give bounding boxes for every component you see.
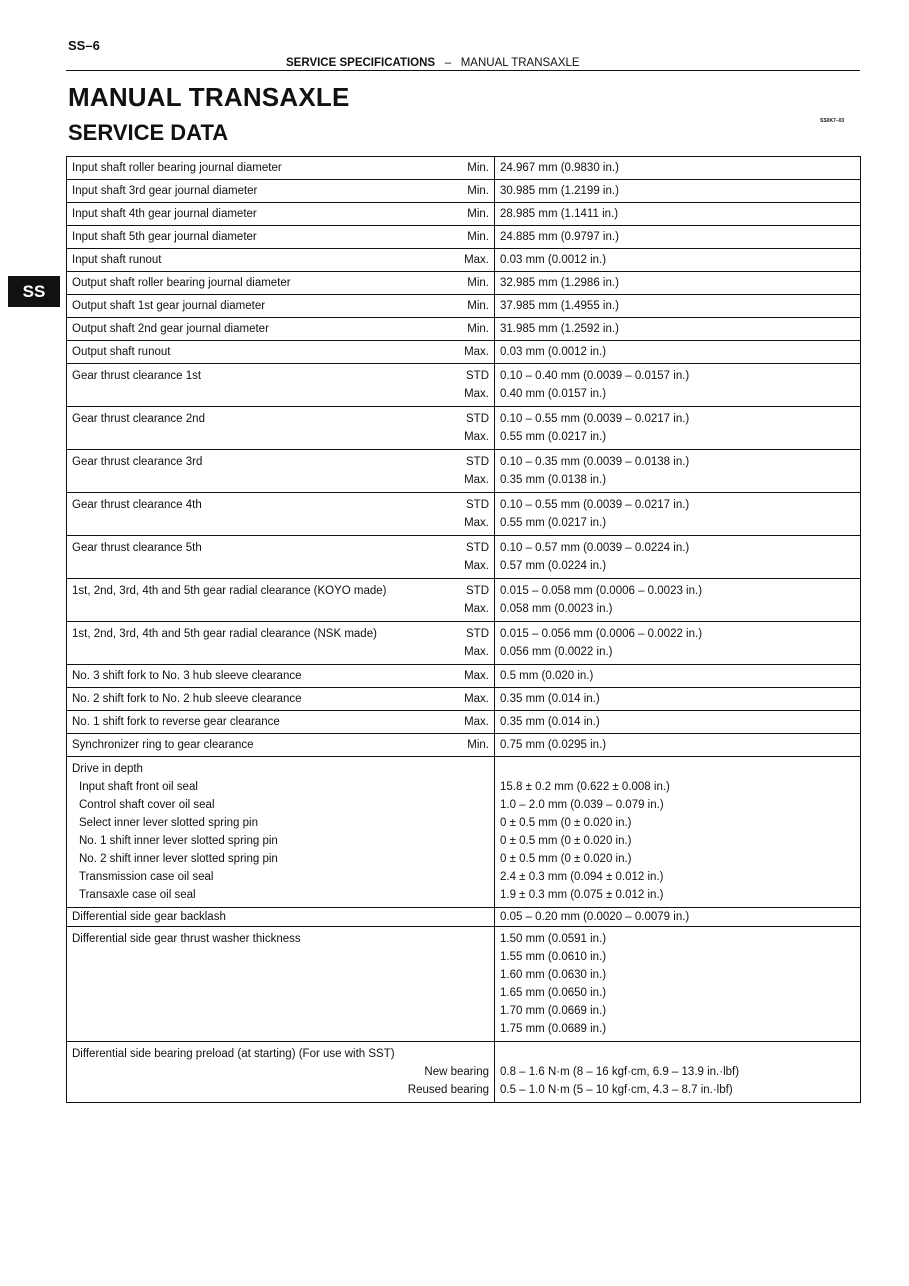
drive-in-item-label: Select inner lever slotted spring pin (79, 817, 258, 829)
washer-thickness-value: 1.75 mm (0.0689 in.) (500, 1023, 607, 1035)
spec-value-cell (495, 226, 861, 249)
page-title: MANUAL TRANSAXLE (68, 82, 350, 112)
drive-in-item-value: 0 ± 0.5 mm (0 ± 0.020 in.) (500, 853, 632, 865)
spec-limit: Max. (464, 254, 489, 266)
drive-in-item-value: 15.8 ± 0.2 mm (0.622 ± 0.008 in.) (500, 781, 670, 793)
spec-value: 0.75 mm (0.0295 in.) (500, 739, 607, 751)
spec-limit: Min. (467, 162, 489, 174)
spec-item-cell (67, 711, 495, 734)
spec-value: 0.056 mm (0.0022 in.) (500, 646, 613, 658)
spec-item-cell (67, 688, 495, 711)
drive-in-label-cell (67, 757, 495, 908)
spec-value: 0.35 mm (0.014 in.) (500, 716, 600, 728)
spec-row (67, 579, 861, 622)
spec-limit: STD (466, 456, 489, 468)
spec-limit: Max. (464, 716, 489, 728)
spec-item-label: Gear thrust clearance 5th (72, 542, 202, 554)
spec-item-cell (67, 295, 495, 318)
spec-value: 0.55 mm (0.0217 in.) (500, 517, 607, 529)
spec-value: 30.985 mm (1.2199 in.) (500, 185, 619, 197)
spec-row (67, 180, 861, 203)
spec-value: 0.03 mm (0.0012 in.) (500, 346, 607, 358)
spec-row (67, 407, 861, 450)
spec-limit: Min. (467, 300, 489, 312)
spec-item-label: Input shaft 3rd gear journal diameter (72, 185, 258, 197)
spec-limit: Max. (464, 670, 489, 682)
spec-item-label: Gear thrust clearance 1st (72, 370, 202, 382)
spec-value: 0.10 – 0.55 mm (0.0039 – 0.0217 in.) (500, 413, 690, 425)
drive-in-value-cell (495, 757, 861, 908)
spec-row (67, 364, 861, 407)
spec-item-label: Output shaft 2nd gear journal diameter (72, 323, 269, 335)
spec-item-cell (67, 318, 495, 341)
spec-value: 37.985 mm (1.4955 in.) (500, 300, 619, 312)
spec-value: 0.10 – 0.40 mm (0.0039 – 0.0157 in.) (500, 370, 690, 382)
spec-item-label: No. 3 shift fork to No. 3 hub sleeve clearance (72, 670, 302, 682)
spec-limit: Min. (467, 739, 489, 751)
service-data-table (66, 156, 861, 1103)
spec-item-cell (67, 622, 495, 665)
spec-row (67, 688, 861, 711)
spec-row (67, 341, 861, 364)
drive-in-item-value: 0 ± 0.5 mm (0 ± 0.020 in.) (500, 835, 632, 847)
spec-value: 0.058 mm (0.0023 in.) (500, 603, 613, 615)
spec-value-cell (495, 295, 861, 318)
spec-limit: STD (466, 413, 489, 425)
backlash-value: 0.05 – 0.20 mm (0.0020 – 0.0079 in.) (495, 908, 861, 927)
spec-item-label: Input shaft 4th gear journal diameter (72, 208, 257, 220)
spec-item-label: Gear thrust clearance 4th (72, 499, 202, 511)
spec-item-label: Output shaft 1st gear journal diameter (72, 300, 266, 312)
spec-value-cell (495, 203, 861, 226)
spec-limit: STD (466, 370, 489, 382)
spec-item-cell (67, 341, 495, 364)
spec-row (67, 622, 861, 665)
spec-row (67, 272, 861, 295)
spec-value-cell (495, 249, 861, 272)
page-number: SS–6 (68, 38, 100, 53)
preload-row (67, 1042, 861, 1103)
washer-item: Differential side gear thrust washer thickness (67, 927, 495, 1042)
spec-limit: Max. (464, 646, 489, 658)
preload-label-reused: Reused bearing (407, 1084, 489, 1096)
spec-item-label: 1st, 2nd, 3rd, 4th and 5th gear radial clearance (NSK made) (72, 628, 377, 640)
spec-value: 0.03 mm (0.0012 in.) (500, 254, 607, 266)
washer-thickness-value: 1.65 mm (0.0650 in.) (500, 987, 607, 999)
spec-value-cell (495, 493, 861, 536)
spec-limit: Min. (467, 208, 489, 220)
spec-value: 0.10 – 0.35 mm (0.0039 – 0.0138 in.) (500, 456, 690, 468)
spec-value: 0.40 mm (0.0157 in.) (500, 388, 607, 400)
spec-item-label: Input shaft runout (72, 254, 162, 266)
running-header-separator: – (444, 57, 452, 69)
spec-value-cell (495, 665, 861, 688)
preload-item: Differential side bearing preload (at starting) (For use with SST) New bearing Reused bearing (67, 1042, 495, 1103)
washer-thickness-value: 1.70 mm (0.0669 in.) (500, 1005, 607, 1017)
spec-value-cell (495, 341, 861, 364)
running-header-section: SERVICE SPECIFICATIONS (286, 57, 436, 69)
spec-item-cell (67, 180, 495, 203)
spec-limit: Min. (467, 323, 489, 335)
washer-row (67, 927, 861, 1042)
spec-limit: STD (466, 499, 489, 511)
spec-limit: STD (466, 628, 489, 640)
spec-limit: STD (466, 542, 489, 554)
spec-row (67, 157, 861, 180)
spec-item-label: Output shaft roller bearing journal diameter (72, 277, 291, 289)
spec-value-cell (495, 711, 861, 734)
page-subtitle: SERVICE DATA (68, 120, 229, 145)
spec-value-cell (495, 318, 861, 341)
spec-row (67, 226, 861, 249)
running-header-chapter: MANUAL TRANSAXLE (460, 57, 580, 69)
spec-item-cell (67, 249, 495, 272)
spec-item-label: Input shaft roller bearing journal diameter (72, 162, 282, 174)
spec-item-cell (67, 272, 495, 295)
spec-value-cell (495, 180, 861, 203)
preload-value-reused: 0.5 – 1.0 N·m (5 – 10 kgf·cm, 4.3 – 8.7 in.·lbf) (500, 1084, 733, 1096)
preload-values (495, 1042, 861, 1103)
spec-row (67, 450, 861, 493)
spec-value: 0.57 mm (0.0224 in.) (500, 560, 607, 572)
spec-limit: Max. (464, 560, 489, 572)
spec-row (67, 249, 861, 272)
spec-value: 28.985 mm (1.1411 in.) (500, 208, 619, 220)
spec-item-label: Gear thrust clearance 3rd (72, 456, 203, 468)
backlash-row (67, 908, 861, 927)
drive-in-title: Drive in depth (72, 763, 143, 775)
section-tab: SS (8, 276, 60, 307)
drive-in-item-value: 1.9 ± 0.3 mm (0.075 ± 0.012 in.) (500, 889, 664, 901)
spec-value-cell (495, 688, 861, 711)
drive-in-row (67, 757, 861, 908)
drive-in-item-label: Input shaft front oil seal (79, 781, 198, 793)
running-header (286, 57, 580, 69)
spec-value-cell (495, 579, 861, 622)
document-code: SS0K7–03 (820, 118, 845, 124)
spec-item-cell (67, 665, 495, 688)
spec-limit: Max. (464, 346, 489, 358)
spec-row (67, 536, 861, 579)
washer-thickness-value: 1.50 mm (0.0591 in.) (500, 933, 607, 945)
spec-value: 0.015 – 0.056 mm (0.0006 – 0.0022 in.) (500, 628, 703, 640)
spec-item-label: No. 2 shift fork to No. 2 hub sleeve clearance (72, 693, 302, 705)
spec-value-cell (495, 536, 861, 579)
spec-item-cell (67, 493, 495, 536)
spec-value-cell (495, 157, 861, 180)
spec-item-label: 1st, 2nd, 3rd, 4th and 5th gear radial clearance (KOYO made) (72, 585, 387, 597)
spec-value-cell (495, 450, 861, 493)
washer-thickness-value: 1.60 mm (0.0630 in.) (500, 969, 607, 981)
drive-in-item-label: Transaxle case oil seal (79, 889, 196, 901)
drive-in-item-label: Transmission case oil seal (79, 871, 214, 883)
spec-value: 0.10 – 0.57 mm (0.0039 – 0.0224 in.) (500, 542, 690, 554)
spec-item-cell (67, 157, 495, 180)
drive-in-item-label: Control shaft cover oil seal (79, 799, 215, 811)
spec-limit: Max. (464, 431, 489, 443)
spec-value-cell (495, 407, 861, 450)
spec-item-label: Output shaft runout (72, 346, 171, 358)
spec-item-cell (67, 734, 495, 757)
spec-value: 24.967 mm (0.9830 in.) (500, 162, 619, 174)
spec-row (67, 665, 861, 688)
spec-value: 0.35 mm (0.014 in.) (500, 693, 600, 705)
drive-in-item-label: No. 2 shift inner lever slotted spring pin (79, 853, 278, 865)
spec-row (67, 295, 861, 318)
spec-limit: Max. (464, 693, 489, 705)
spec-item-cell (67, 450, 495, 493)
spec-value: 0.35 mm (0.0138 in.) (500, 474, 607, 486)
spec-item-cell (67, 407, 495, 450)
spec-value: 24.885 mm (0.9797 in.) (500, 231, 619, 243)
spec-item-cell (67, 579, 495, 622)
spec-item-label: No. 1 shift fork to reverse gear clearance (72, 716, 280, 728)
spec-value: 31.985 mm (1.2592 in.) (500, 323, 619, 335)
preload-label-new: New bearing (424, 1066, 489, 1078)
spec-value-cell (495, 364, 861, 407)
drive-in-item-value: 2.4 ± 0.3 mm (0.094 ± 0.012 in.) (500, 871, 664, 883)
spec-limit: Min. (467, 185, 489, 197)
spec-limit: Min. (467, 231, 489, 243)
spec-item-cell (67, 364, 495, 407)
spec-value-cell (495, 272, 861, 295)
spec-item-cell (67, 536, 495, 579)
drive-in-item-label: No. 1 shift inner lever slotted spring pin (79, 835, 278, 847)
preload-value-new: 0.8 – 1.6 N·m (8 – 16 kgf·cm, 6.9 – 13.9 in.·lbf) (500, 1066, 740, 1078)
spec-limit: Max. (464, 603, 489, 615)
spec-row (67, 203, 861, 226)
drive-in-item-value: 0 ± 0.5 mm (0 ± 0.020 in.) (500, 817, 632, 829)
spec-value: 0.10 – 0.55 mm (0.0039 – 0.0217 in.) (500, 499, 690, 511)
spec-value: 0.5 mm (0.020 in.) (500, 670, 594, 682)
spec-item-cell (67, 226, 495, 249)
spec-value: 32.985 mm (1.2986 in.) (500, 277, 619, 289)
spec-item-cell (67, 203, 495, 226)
spec-limit: Max. (464, 474, 489, 486)
spec-item-label: Synchronizer ring to gear clearance (72, 739, 254, 751)
washer-values (495, 927, 861, 1042)
spec-row (67, 493, 861, 536)
spec-item-label: Input shaft 5th gear journal diameter (72, 231, 257, 243)
washer-thickness-value: 1.55 mm (0.0610 in.) (500, 951, 607, 963)
spec-value: 0.55 mm (0.0217 in.) (500, 431, 607, 443)
spec-row (67, 734, 861, 757)
spec-limit: Max. (464, 388, 489, 400)
header-rule (66, 70, 860, 71)
spec-limit: STD (466, 585, 489, 597)
spec-value-cell (495, 622, 861, 665)
spec-value: 0.015 – 0.058 mm (0.0006 – 0.0023 in.) (500, 585, 703, 597)
spec-limit: Min. (467, 277, 489, 289)
backlash-item: Differential side gear backlash (67, 908, 495, 927)
drive-in-item-value: 1.0 – 2.0 mm (0.039 – 0.079 in.) (500, 799, 664, 811)
spec-row (67, 711, 861, 734)
spec-row (67, 318, 861, 341)
spec-value-cell (495, 734, 861, 757)
spec-item-label: Gear thrust clearance 2nd (72, 413, 205, 425)
spec-limit: Max. (464, 517, 489, 529)
